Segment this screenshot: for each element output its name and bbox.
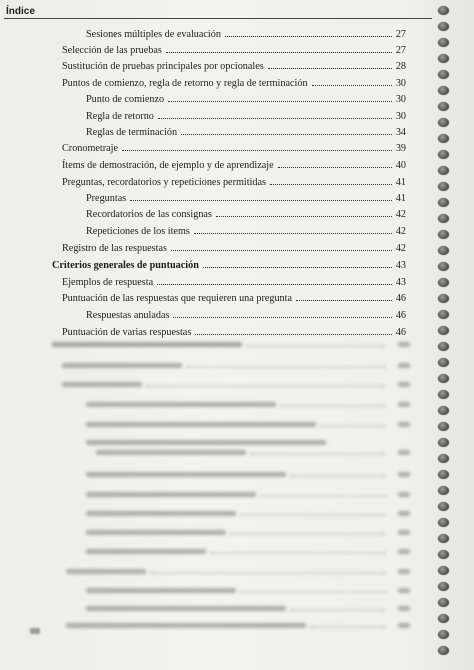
binding-ring xyxy=(438,550,449,559)
toc-entry xyxy=(62,274,406,288)
toc-leader xyxy=(296,300,392,301)
blurred-number xyxy=(398,382,410,387)
toc-entry-label: Punto de comienzo xyxy=(86,94,165,105)
blurred-number xyxy=(398,450,410,455)
binding-ring xyxy=(438,294,449,303)
binding-ring xyxy=(438,342,449,351)
binding-ring xyxy=(438,390,449,399)
toc-page-number: 39 xyxy=(395,143,406,154)
toc-entry xyxy=(62,157,406,171)
blurred-line xyxy=(86,402,276,407)
toc-entry-label: Ejemplos de respuesta xyxy=(62,277,154,288)
binding-ring xyxy=(438,246,449,255)
binding-ring xyxy=(438,326,449,335)
toc-entry xyxy=(86,223,406,237)
toc-page-number: 41 xyxy=(395,193,406,204)
blurred-line xyxy=(86,511,236,516)
binding-ring xyxy=(438,630,449,639)
toc-entry-label: Cronometraje xyxy=(62,143,119,154)
toc-entry xyxy=(86,307,406,321)
blurred-line xyxy=(96,450,246,455)
toc-entry xyxy=(86,108,406,122)
toc-entry xyxy=(62,174,406,188)
toc-entry xyxy=(62,290,406,304)
blurred-number xyxy=(398,472,410,477)
blurred-line xyxy=(86,606,286,611)
binding-ring xyxy=(438,262,449,271)
toc-entry-label: Recordatorios de las consignas xyxy=(86,209,212,220)
binding-ring xyxy=(438,534,449,543)
blurred-line xyxy=(62,363,182,368)
binding-ring xyxy=(438,310,449,319)
binding-ring xyxy=(438,470,449,479)
toc-leader xyxy=(173,317,391,318)
toc-leader xyxy=(168,101,392,102)
blurred-number xyxy=(398,569,410,574)
toc-page-number: 30 xyxy=(395,78,406,89)
toc-entry-label: Criterios generales de puntuación xyxy=(52,260,199,271)
binding-ring xyxy=(438,614,449,623)
toc-entry xyxy=(62,42,406,56)
blurred-number xyxy=(398,402,410,407)
blurred-number xyxy=(398,342,410,347)
blurred-number xyxy=(398,530,410,535)
toc-leader xyxy=(225,36,392,37)
binding-ring xyxy=(438,486,449,495)
toc-page-number: 30 xyxy=(395,111,406,122)
blurred-leader xyxy=(186,365,386,368)
binding-ring xyxy=(438,278,449,287)
blurred-leader xyxy=(260,494,386,497)
toc-page-number: 46 xyxy=(395,310,406,321)
toc-page-number: 27 xyxy=(395,29,406,40)
toc-leader xyxy=(166,52,392,53)
binding-ring xyxy=(438,230,449,239)
toc-leader xyxy=(194,233,392,234)
spiral-binding xyxy=(434,0,474,670)
blurred-line xyxy=(86,472,286,477)
binding-ring xyxy=(438,406,449,415)
blurred-line xyxy=(86,422,316,427)
blurred-leader xyxy=(230,532,386,535)
binding-ring xyxy=(438,422,449,431)
blurred-leader xyxy=(320,424,386,427)
blurred-line xyxy=(62,382,142,387)
header-rule xyxy=(4,18,432,19)
header-title: Índice xyxy=(6,6,35,17)
toc-section-heading xyxy=(52,257,406,271)
toc-entry-label: Repeticiones de los ítems xyxy=(86,226,190,237)
toc-leader xyxy=(122,150,392,151)
toc-leader xyxy=(181,134,392,135)
toc-page-number: 41 xyxy=(395,177,406,188)
toc-page-number: 28 xyxy=(395,61,406,72)
binding-ring xyxy=(438,374,449,383)
toc-leader xyxy=(158,118,392,119)
blurred-leader xyxy=(210,551,386,554)
blurred-toc-region xyxy=(0,332,474,632)
toc-page-number: 46 xyxy=(395,327,406,338)
toc-leader xyxy=(171,250,392,251)
blurred-leader xyxy=(240,513,386,516)
blurred-number xyxy=(398,588,410,593)
blurred-leader xyxy=(290,608,386,611)
blurred-line xyxy=(86,492,256,497)
toc-entry xyxy=(86,206,406,220)
toc-page-number: 42 xyxy=(395,209,406,220)
binding-ring xyxy=(438,566,449,575)
blurred-leader xyxy=(246,344,386,347)
binding-ring xyxy=(438,518,449,527)
toc-entry xyxy=(86,91,406,105)
toc-page-number: 34 xyxy=(395,127,406,138)
toc-entry-label: Sesiones múltiples de evaluación xyxy=(86,29,221,40)
binding-ring xyxy=(438,502,449,511)
toc-entry-label: Ítems de demostración, de ejemplo y de aprendizaje xyxy=(62,160,274,171)
blurred-leader xyxy=(310,625,386,628)
binding-ring xyxy=(438,70,449,79)
blurred-number xyxy=(398,511,410,516)
binding-ring xyxy=(438,118,449,127)
toc-entry-label: Puntuación de varias respuestas xyxy=(62,327,192,338)
toc-page-number: 42 xyxy=(395,226,406,237)
table-of-contents xyxy=(0,26,474,346)
toc-page-number: 43 xyxy=(395,277,406,288)
toc-page-number: 30 xyxy=(395,94,406,105)
binding-ring xyxy=(438,358,449,367)
blurred-leader xyxy=(240,590,386,593)
blurred-leader xyxy=(150,571,386,574)
toc-entry-label: Preguntas, recordatorios y repeticiones permitidas xyxy=(62,177,266,188)
toc-entry xyxy=(86,124,406,138)
blurred-number xyxy=(398,606,410,611)
binding-ring xyxy=(438,102,449,111)
blurred-leader xyxy=(146,384,386,387)
blurred-line xyxy=(66,569,146,574)
toc-entry xyxy=(62,140,406,154)
toc-entry xyxy=(62,240,406,254)
toc-leader xyxy=(312,85,392,86)
toc-page-number: 46 xyxy=(395,293,406,304)
toc-entry-label: Selección de las pruebas xyxy=(62,45,162,56)
toc-entry xyxy=(62,75,406,89)
toc-entry xyxy=(86,26,406,40)
blurred-leader xyxy=(250,452,386,455)
blurred-leader xyxy=(290,474,386,477)
binding-ring xyxy=(438,582,449,591)
binding-ring xyxy=(438,150,449,159)
blurred-line xyxy=(52,342,242,347)
binding-ring xyxy=(438,86,449,95)
toc-entry-label: Regla de retorno xyxy=(86,111,154,122)
toc-entry-label: Respuestas anuladas xyxy=(86,310,170,321)
toc-leader xyxy=(270,184,392,185)
toc-leader xyxy=(130,200,392,201)
binding-ring xyxy=(438,166,449,175)
binding-ring xyxy=(438,438,449,447)
toc-page-number: 42 xyxy=(395,243,406,254)
binding-ring xyxy=(438,646,449,655)
toc-entry xyxy=(62,58,406,72)
binding-ring xyxy=(438,54,449,63)
binding-ring xyxy=(438,214,449,223)
blurred-line xyxy=(86,530,226,535)
toc-page-number: 40 xyxy=(395,160,406,171)
blurred-number xyxy=(398,363,410,368)
binding-ring xyxy=(438,454,449,463)
blurred-line xyxy=(86,549,206,554)
blurred-leader xyxy=(280,404,386,407)
toc-page-number: 43 xyxy=(395,260,406,271)
binding-ring xyxy=(438,598,449,607)
toc-leader xyxy=(203,267,392,268)
toc-leader xyxy=(216,216,392,217)
blurred-number xyxy=(398,492,410,497)
blurred-line xyxy=(86,588,236,593)
toc-entry xyxy=(86,190,406,204)
page-number xyxy=(30,628,40,634)
binding-ring xyxy=(438,198,449,207)
toc-entry-label: Reglas de terminación xyxy=(86,127,178,138)
blurred-number xyxy=(398,422,410,427)
blurred-line xyxy=(86,440,326,445)
toc-page-number: 27 xyxy=(395,45,406,56)
toc-entry-label: Registro de las respuestas xyxy=(62,243,167,254)
toc-entry-label: Sustitución de pruebas principales por opcionales xyxy=(62,61,264,72)
toc-entry-label: Puntos de comienzo, regla de retorno y regla de terminación xyxy=(62,78,308,89)
binding-ring xyxy=(438,38,449,47)
toc-entry-label: Preguntas xyxy=(86,193,127,204)
binding-ring xyxy=(438,134,449,143)
toc-entry-label: Puntuación de las respuestas que requieren una pregunta xyxy=(62,293,292,304)
blurred-number xyxy=(398,549,410,554)
toc-leader xyxy=(278,167,392,168)
toc-leader xyxy=(268,68,392,69)
blurred-line xyxy=(66,623,306,628)
binding-ring xyxy=(438,22,449,31)
toc-leader xyxy=(157,284,392,285)
blurred-number xyxy=(398,623,410,628)
binding-ring xyxy=(438,6,449,15)
binding-ring xyxy=(438,182,449,191)
